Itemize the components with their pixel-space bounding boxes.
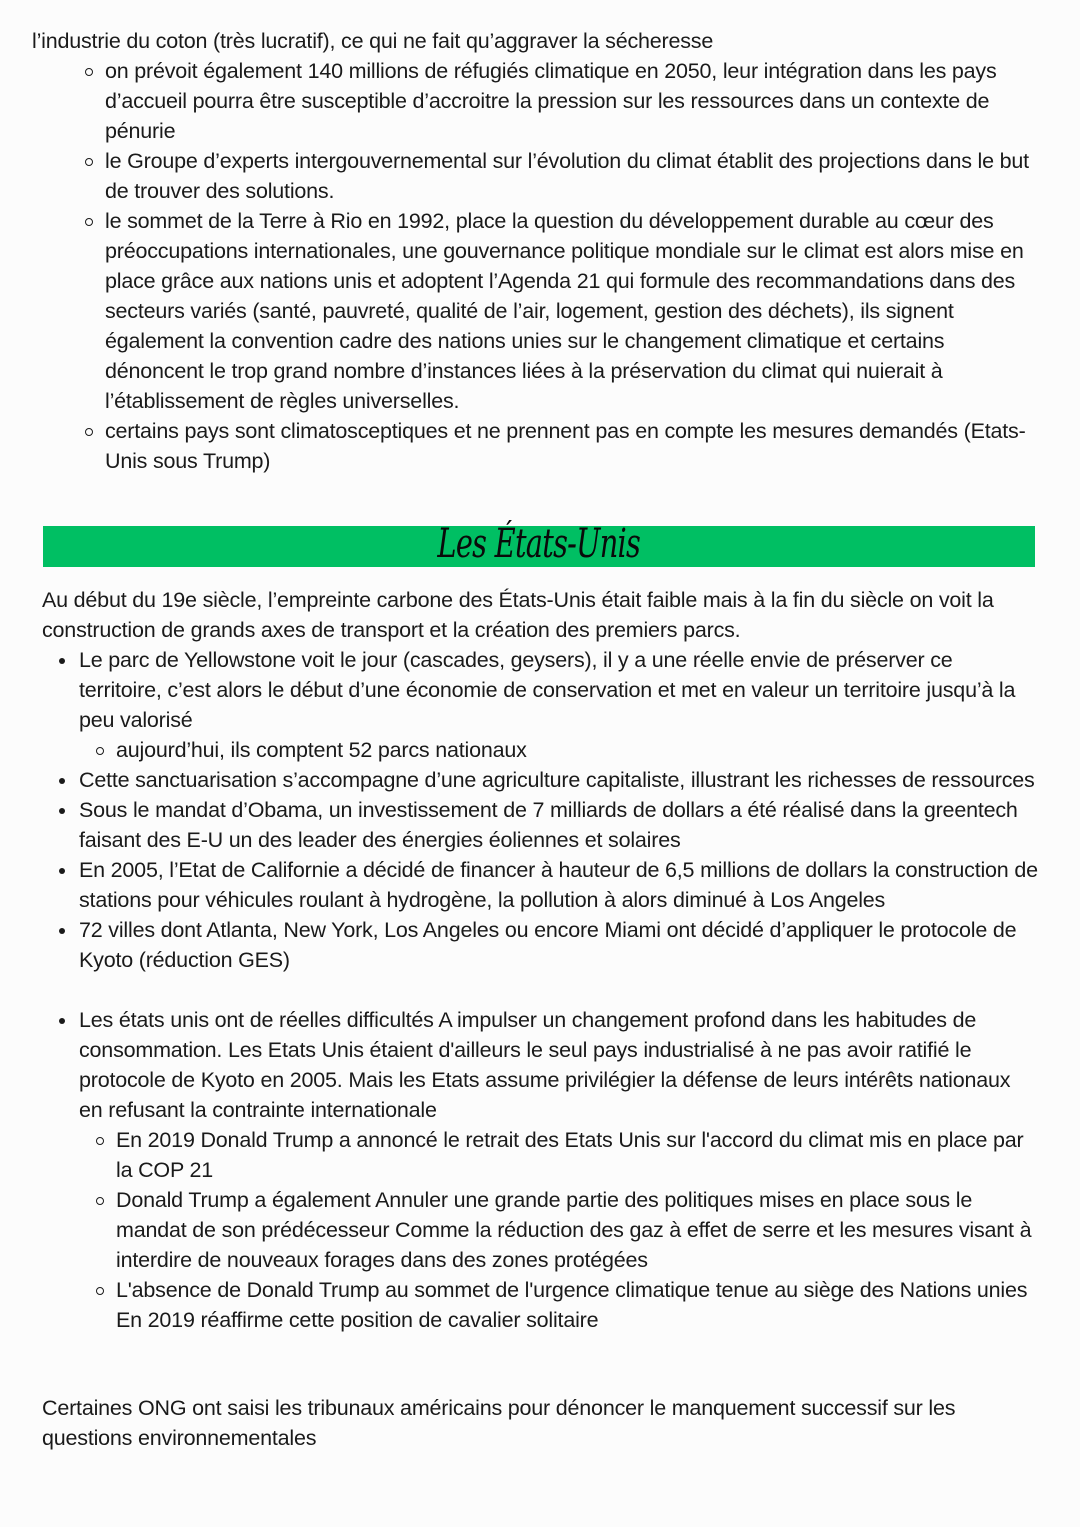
- solid-bullet-icon: [59, 778, 65, 784]
- hollow-bullet-icon: [96, 1137, 104, 1145]
- nested-list: [79, 1125, 1039, 1335]
- hollow-bullet-icon: [85, 218, 93, 226]
- intro-continuation-text: l’industrie du coton (très lucratif), ce qui ne fait qu’aggraver la sécheresse: [32, 29, 714, 53]
- list-item-text: le Groupe d’experts intergouvernemental sur l’évolution du climat établit des projections dans le but de trouver des solutions.: [105, 149, 1029, 203]
- nested-list-item-text: aujourd’hui, ils comptent 52 parcs nationaux: [116, 738, 527, 762]
- list-item: [105, 56, 1040, 146]
- conclusion-text: Certaines ONG ont saisi les tribunaux américains pour dénoncer le manquement successif sur les questions environnementales: [42, 1396, 956, 1450]
- list-item-text: Sous le mandat d’Obama, un investissement de 7 milliards de dollars a été réalisé dans la greentech faisant des E-U un des leader des énergies éoliennes et solaires: [79, 798, 1018, 852]
- hollow-bullet-icon: [85, 428, 93, 436]
- solid-bullet-icon: [59, 928, 65, 934]
- solid-bullet-icon: [59, 868, 65, 874]
- nested-list-item: [116, 1125, 1039, 1185]
- nested-list-item-text: L'absence de Donald Trump au sommet de l'urgence climatique tenue au siège des Nations unies En 2019 réaffirme cette position de cavalier solitaire: [116, 1278, 1028, 1332]
- top-sub-bullet-list: [105, 56, 1040, 476]
- hollow-bullet-icon: [96, 747, 104, 755]
- list-item-text: Le parc de Yellowstone voit le jour (cascades, geysers), il y a une réelle envie de préserver ce territoire, c’est alors le début d’une économie de conservation et met en valeur un territoire jusqu’à la peu valorisé: [79, 648, 1016, 732]
- section-title: Les États-Unis: [437, 520, 641, 567]
- list-item: [79, 855, 1039, 915]
- list-item-text: 72 villes dont Atlanta, New York, Los Angeles ou encore Miami ont décidé d’appliquer le protocole de Kyoto (réduction GES): [79, 918, 1017, 972]
- section-banner: [43, 520, 1035, 567]
- list-item-text: certains pays sont climatosceptiques et ne prennent pas en compte les mesures demandés (Etats-Unis sous Trump): [105, 419, 1026, 473]
- list-item: [105, 146, 1040, 206]
- list-item-text: on prévoit également 140 millions de réfugiés climatique en 2050, leur intégration dans les pays d’accueil pourra être susceptible d’accroitre la pression sur les ressources dans un contexte de pénurie: [105, 59, 997, 143]
- nested-list-item: [116, 1275, 1039, 1335]
- nested-list-item-text: En 2019 Donald Trump a annoncé le retrait des Etats Unis sur l'accord du climat mis en place par la COP 21: [116, 1128, 1024, 1182]
- hollow-bullet-icon: [96, 1287, 104, 1295]
- blank-line: [79, 975, 1039, 1005]
- hollow-bullet-icon: [96, 1197, 104, 1205]
- nested-list-item: [116, 735, 1039, 765]
- list-item: [79, 1005, 1039, 1335]
- list-item-text: Cette sanctuarisation s’accompagne d’une agriculture capitaliste, illustrant les richesses de ressources: [79, 768, 1035, 792]
- list-item-text: le sommet de la Terre à Rio en 1992, place la question du développement durable au cœur des préoccupations internationales, une gouvernance politique mondiale sur le climat est alors mise en place grâce aux nations unis et adoptent l’Agenda 21 qui formule des recommandations dans des secteurs variés (santé, pauvreté, qualité de l’air, logement, gestion des déchets), ils signent également la convention cadre des nations unies sur le changement climatique et certains dénoncent le trop grand nombre d’instances liées à la préservation du climat qui nuierait à l’établissement de règles universelles.: [105, 209, 1024, 413]
- list-item: [105, 416, 1040, 476]
- solid-bullet-icon: [59, 658, 65, 664]
- nested-list-item: [116, 1185, 1039, 1275]
- hollow-bullet-icon: [85, 158, 93, 166]
- list-item: [79, 765, 1039, 795]
- list-item: [79, 915, 1039, 975]
- solid-bullet-icon: [59, 1018, 65, 1024]
- list-item-text: En 2005, l’Etat de Californie a décidé de financer à hauteur de 6,5 millions de dollars la construction de stations pour véhicules roulant à hydrogène, la pollution à alors diminué à Los Angeles: [79, 858, 1038, 912]
- section-intro-text: Au début du 19e siècle, l’empreinte carbone des États-Unis était faible mais à la fin du siècle on voit la construction de grands axes de transport et la création des premiers parcs.: [42, 588, 994, 642]
- list-item: [79, 795, 1039, 855]
- list-item: [105, 206, 1040, 416]
- list-item: [79, 645, 1039, 765]
- nested-list-item-text: Donald Trump a également Annuler une grande partie des politiques mises en place sous le mandat de son prédécesseur Comme la réduction des gaz à effet de serre et les mesures visant à interdire de nouveaux forages dans des zones protégées: [116, 1188, 1032, 1272]
- list-item-text: Les états unis ont de réelles difficultés A impulser un changement profond dans les habitudes de consommation. Les Etats Unis étaient d'ailleurs le seul pays industrialisé à ne pas avoir ratifié le protocole de Kyoto en 2005. Mais les Etats assume privilégier la défense de leurs intérêts nationaux en refusant la contrainte internationale: [79, 1008, 1011, 1122]
- nested-list: [79, 735, 1039, 765]
- main-bullet-list: [79, 645, 1039, 1335]
- hollow-bullet-icon: [85, 68, 93, 76]
- solid-bullet-icon: [59, 808, 65, 814]
